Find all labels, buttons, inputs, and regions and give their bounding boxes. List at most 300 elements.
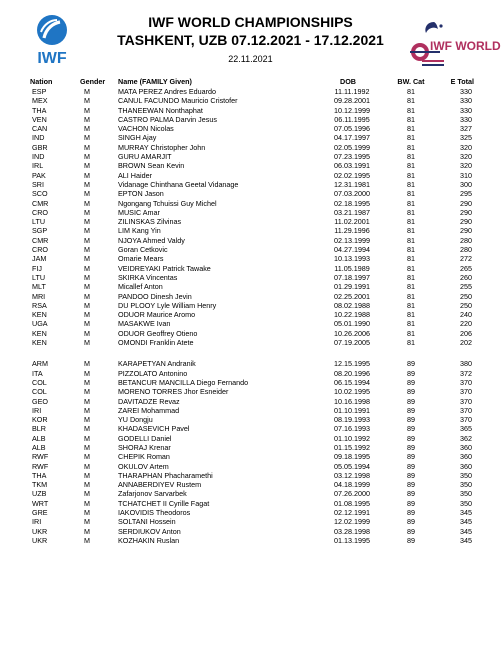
table-row (22, 199, 478, 208)
athlete-name-cell: Omarie Mears (118, 254, 164, 264)
bw-cat-cell: 81 (407, 105, 415, 115)
nation-cell: SRI (32, 179, 44, 189)
dob-cell: 01.10.1992 (334, 433, 370, 443)
table-row (22, 180, 478, 189)
table-row (22, 217, 478, 226)
bw-cat-cell: 81 (407, 124, 415, 134)
athlete-name-cell: Micallef Anton (118, 282, 163, 292)
gender-cell: M (84, 517, 90, 527)
nation-cell: RWF (32, 461, 49, 471)
bw-cat-cell: 81 (407, 282, 415, 292)
table-row (22, 471, 478, 480)
table-header-row (22, 76, 478, 87)
table-row (22, 415, 478, 424)
athlete-name-cell: ZAREI Mohammad (118, 405, 180, 415)
gender-cell: M (84, 300, 90, 310)
table-row (22, 208, 478, 217)
e-total-cell: 280 (460, 235, 472, 245)
column-header-e-total: E Total (450, 77, 474, 86)
nation-cell: BLR (32, 424, 46, 434)
bw-cat-cell: 81 (407, 300, 415, 310)
e-total-cell: 350 (460, 489, 472, 499)
e-total-cell: 330 (460, 96, 472, 106)
gender-cell: M (84, 272, 90, 282)
table-row (22, 133, 478, 142)
bw-cat-cell: 81 (407, 179, 415, 189)
nation-cell: WRT (32, 498, 49, 508)
table-row (22, 143, 478, 152)
table-row (22, 452, 478, 461)
dob-cell: 07.19.2005 (334, 338, 370, 348)
table-row (22, 264, 478, 273)
e-total-cell: 362 (460, 433, 472, 443)
bw-cat-cell: 81 (407, 114, 415, 124)
nation-cell: CMR (32, 235, 49, 245)
athlete-name-cell: ZILINSKAS Zilvinas (118, 217, 182, 227)
e-total-cell: 370 (460, 405, 472, 415)
table-row (22, 236, 478, 245)
nation-cell: ALB (32, 442, 46, 452)
gender-cell: M (84, 328, 90, 338)
e-total-cell: 345 (460, 517, 472, 527)
nation-cell: CMR (32, 198, 49, 208)
e-total-cell: 250 (460, 291, 472, 301)
e-total-cell: 260 (460, 272, 472, 282)
e-total-cell: 380 (460, 359, 472, 369)
athlete-name-cell: MURRAY Christopher John (118, 142, 206, 152)
column-header-bw-cat: BW. Cat (397, 77, 425, 86)
dob-cell: 12.31.1981 (334, 179, 370, 189)
athlete-name-cell: OKULOV Artem (118, 461, 169, 471)
dob-cell: 09.28.2001 (334, 96, 370, 106)
table-row (22, 226, 478, 235)
bw-cat-cell: 81 (407, 245, 415, 255)
table-row (22, 96, 478, 105)
nation-cell: IRL (32, 161, 44, 171)
athlete-name-cell: KARAPETYAN Andranik (118, 359, 196, 369)
dob-cell: 12.02.1999 (334, 517, 370, 527)
athlete-name-cell: NJOYA Ahmed Valdy (118, 235, 185, 245)
e-total-cell: 345 (460, 508, 472, 518)
gender-cell: M (84, 489, 90, 499)
gender-cell: M (84, 161, 90, 171)
gender-cell: M (84, 179, 90, 189)
gender-cell: M (84, 235, 90, 245)
bw-cat-cell: 89 (407, 470, 415, 480)
gender-cell: M (84, 142, 90, 152)
bw-cat-cell: 81 (407, 263, 415, 273)
table-body (22, 87, 478, 545)
nation-cell: IND (32, 133, 45, 143)
table-row (22, 292, 478, 301)
column-header-nation: Nation (30, 77, 53, 86)
nation-cell: PAK (32, 170, 46, 180)
dob-cell: 06.03.1991 (334, 161, 370, 171)
e-total-cell: 320 (460, 142, 472, 152)
nation-cell: COL (32, 387, 47, 397)
bw-cat-cell: 81 (407, 272, 415, 282)
athlete-name-cell: LIM Kang Yin (118, 226, 161, 236)
dob-cell: 07.03.2000 (334, 189, 370, 199)
gender-cell: M (84, 226, 90, 236)
nation-cell: TKM (32, 480, 48, 490)
dob-cell: 10.02.1995 (334, 387, 370, 397)
athlete-name-cell: MORENO TORRES Jhor Esneider (118, 387, 229, 397)
athlete-name-cell: VACHON Nicolas (118, 124, 174, 134)
nation-cell: COL (32, 377, 47, 387)
e-total-cell: 220 (460, 319, 472, 329)
dob-cell: 06.11.1995 (334, 114, 370, 124)
bw-cat-cell: 89 (407, 498, 415, 508)
gender-cell: M (84, 282, 90, 292)
bw-cat-cell: 81 (407, 161, 415, 171)
gender-cell: M (84, 207, 90, 217)
athlete-name-cell: CANUL FACUNDO Mauricio Cristofer (118, 96, 238, 106)
dob-cell: 04.17.1997 (334, 133, 370, 143)
e-total-cell: 345 (460, 526, 472, 536)
gender-cell: M (84, 535, 90, 545)
nation-cell: CAN (32, 124, 48, 134)
table-row (22, 424, 478, 433)
dob-cell: 07.23.1995 (334, 152, 370, 162)
e-total-cell: 327 (460, 124, 472, 134)
table-row (22, 406, 478, 415)
dob-cell: 08.20.1996 (334, 368, 370, 378)
athlete-name-cell: GURU AMARJIT (118, 152, 172, 162)
nation-cell: KEN (32, 338, 47, 348)
e-total-cell: 350 (460, 498, 472, 508)
e-total-cell: 330 (460, 105, 472, 115)
nation-cell: RWF (32, 452, 49, 462)
e-total-cell: 202 (460, 338, 472, 348)
dob-cell: 02.02.1995 (334, 170, 370, 180)
group-separator (22, 347, 478, 359)
table-row (22, 499, 478, 508)
gender-cell: M (84, 124, 90, 134)
athlete-name-cell: GODELLI Daniel (118, 433, 172, 443)
gender-cell: M (84, 452, 90, 462)
athlete-name-cell: MUSIC Amar (118, 207, 160, 217)
athlete-name-cell: IAKOVIDIS Theodoros (118, 508, 191, 518)
gender-cell: M (84, 461, 90, 471)
table-row (22, 338, 478, 347)
gender-cell: M (84, 433, 90, 443)
table-row (22, 489, 478, 498)
e-total-cell: 330 (460, 114, 472, 124)
dob-cell: 02.05.1999 (334, 142, 370, 152)
dob-cell: 11.11.1992 (334, 87, 370, 96)
e-total-cell: 350 (460, 480, 472, 490)
gender-cell: M (84, 217, 90, 227)
athlete-name-cell: BROWN Sean Kevin (118, 161, 185, 171)
table-row (22, 536, 478, 545)
gender-cell: M (84, 498, 90, 508)
athlete-name-cell: ODUOR Geoffrey Otieno (118, 328, 198, 338)
e-total-cell: 310 (460, 170, 472, 180)
e-total-cell: 320 (460, 152, 472, 162)
column-header-gender: Gender (80, 77, 106, 86)
athlete-name-cell: Ngongang Tchuissi Guy Michel (118, 198, 217, 208)
e-total-cell: 345 (460, 535, 472, 545)
athlete-name-cell: THANEEWAN Nonthaphat (118, 105, 203, 115)
e-total-cell: 295 (460, 189, 472, 199)
athlete-name-cell: SKIRKA Vincentas (118, 272, 178, 282)
column-header-dob: DOB (340, 77, 356, 86)
athlete-name-cell: EPTON Jason (118, 189, 164, 199)
e-total-cell: 290 (460, 217, 472, 227)
gender-cell: M (84, 263, 90, 273)
document-date: 22.11.2021 (228, 54, 273, 64)
e-total-cell: 320 (460, 161, 472, 171)
table-row (22, 462, 478, 471)
e-total-cell: 206 (460, 328, 472, 338)
bw-cat-cell: 81 (407, 170, 415, 180)
nation-cell: THA (32, 470, 47, 480)
nation-cell: RSA (32, 300, 47, 310)
championship-logo-text: IWF WORLD (430, 39, 501, 53)
nation-cell: GEO (32, 396, 48, 406)
table-row (22, 508, 478, 517)
bw-cat-cell: 81 (407, 254, 415, 264)
athlete-name-cell: ODUOR Maurice Aromo (118, 310, 196, 320)
athlete-name-cell: SOLTANI Hossein (118, 517, 176, 527)
gender-cell: M (84, 319, 90, 329)
athlete-name-cell: CASTRO PALMA Darvin Jesus (118, 114, 217, 124)
table-row (22, 161, 478, 170)
dob-cell: 09.18.1995 (334, 452, 370, 462)
athlete-name-cell: SHORAJ Krenar (118, 442, 171, 452)
nation-cell: THA (32, 105, 47, 115)
table-row (22, 124, 478, 133)
gender-cell: M (84, 424, 90, 434)
table-row (22, 378, 478, 387)
nation-cell: MLT (32, 282, 46, 292)
table-row (22, 282, 478, 291)
table-row (22, 273, 478, 282)
e-total-cell: 240 (460, 310, 472, 320)
table-row (22, 254, 478, 263)
nation-cell: UKR (32, 535, 48, 545)
gender-cell: M (84, 170, 90, 180)
gender-cell: M (84, 442, 90, 452)
nation-cell: LTU (32, 272, 46, 282)
e-total-cell: 360 (460, 442, 472, 452)
bw-cat-cell: 81 (407, 291, 415, 301)
dob-cell: 05.01.1990 (334, 319, 370, 329)
table-row (22, 171, 478, 180)
dob-cell: 06.15.1994 (334, 377, 370, 387)
dob-cell: 03.12.1998 (334, 470, 370, 480)
athlete-name-cell: KHADASEVICH Pavel (118, 424, 190, 434)
dob-cell: 11.29.1996 (334, 226, 370, 236)
nation-cell: IRI (32, 405, 42, 415)
gender-cell: M (84, 368, 90, 378)
nation-cell: KOR (32, 415, 48, 425)
dob-cell: 10.26.2006 (334, 328, 370, 338)
table-row (22, 434, 478, 443)
gender-cell: M (84, 480, 90, 490)
gender-cell: M (84, 387, 90, 397)
athlete-name-cell: OMONDI Franklin Atete (118, 338, 194, 348)
e-total-cell: 290 (460, 198, 472, 208)
nation-cell: GBR (32, 142, 48, 152)
nation-cell: UKR (32, 526, 48, 536)
athlete-name-cell: PIZZOLATO Antonino (118, 368, 188, 378)
nation-cell: SCO (32, 189, 48, 199)
e-total-cell: 325 (460, 133, 472, 143)
gender-cell: M (84, 133, 90, 143)
gender-cell: M (84, 405, 90, 415)
table-row (22, 301, 478, 310)
dob-cell: 11.02.2001 (334, 217, 370, 227)
bw-cat-cell: 89 (407, 480, 415, 490)
dob-cell: 07.16.1993 (334, 424, 370, 434)
bw-cat-cell: 81 (407, 152, 415, 162)
bw-cat-cell: 89 (407, 461, 415, 471)
gender-cell: M (84, 254, 90, 264)
bw-cat-cell: 89 (407, 526, 415, 536)
gender-cell: M (84, 114, 90, 124)
gender-cell: M (84, 87, 90, 96)
dob-cell: 01.10.1991 (334, 405, 370, 415)
table-row (22, 329, 478, 338)
dob-cell: 02.18.1995 (334, 198, 370, 208)
table-row (22, 245, 478, 254)
dob-cell: 10.12.1999 (334, 105, 370, 115)
gender-cell: M (84, 415, 90, 425)
nation-cell: CRO (32, 207, 48, 217)
table-row (22, 189, 478, 198)
bw-cat-cell: 89 (407, 377, 415, 387)
bw-cat-cell: 81 (407, 133, 415, 143)
e-total-cell: 250 (460, 300, 472, 310)
dob-cell: 01.15.1992 (334, 442, 370, 452)
bw-cat-cell: 89 (407, 405, 415, 415)
gender-cell: M (84, 377, 90, 387)
table-row (22, 369, 478, 378)
bw-cat-cell: 81 (407, 338, 415, 348)
nation-cell: KEN (32, 328, 47, 338)
dob-cell: 01.13.1995 (334, 535, 370, 545)
bw-cat-cell: 81 (407, 96, 415, 106)
athlete-name-cell: MASAKWE Ivan (118, 319, 171, 329)
table-row (22, 115, 478, 124)
athlete-name-cell: VEIDREYAKI Patrick Tawake (118, 263, 211, 273)
iwf-logo-text: IWF (37, 50, 67, 67)
dob-cell: 10.22.1988 (334, 310, 370, 320)
bw-cat-cell: 89 (407, 489, 415, 499)
nation-cell: VEN (32, 114, 47, 124)
bw-cat-cell: 89 (407, 424, 415, 434)
e-total-cell: 255 (460, 282, 472, 292)
gender-cell: M (84, 526, 90, 536)
bw-cat-cell: 89 (407, 415, 415, 425)
gender-cell: M (84, 198, 90, 208)
e-total-cell: 300 (460, 179, 472, 189)
bw-cat-cell: 89 (407, 508, 415, 518)
athlete-name-cell: PANDOO Dinesh Jevin (118, 291, 192, 301)
athlete-name-cell: DU PLOOY Lyle William Henry (118, 300, 217, 310)
bw-cat-cell: 89 (407, 442, 415, 452)
e-total-cell: 290 (460, 226, 472, 236)
table-row (22, 87, 478, 96)
bw-cat-cell: 89 (407, 433, 415, 443)
dob-cell: 12.15.1995 (334, 359, 370, 369)
athlete-name-cell: CHEPIK Roman (118, 452, 170, 462)
championship-location-dates: TASHKENT, UZB 07.12.2021 - 17.12.2021 (117, 32, 384, 48)
athlete-name-cell: ALI Haider (118, 170, 152, 180)
e-total-cell: 370 (460, 396, 472, 406)
bw-cat-cell: 81 (407, 226, 415, 236)
nation-cell: ARM (32, 359, 48, 369)
table-row (22, 387, 478, 396)
gender-cell: M (84, 245, 90, 255)
bw-cat-cell: 81 (407, 87, 415, 96)
dob-cell: 08.19.1993 (334, 415, 370, 425)
e-total-cell: 370 (460, 415, 472, 425)
table-row (22, 359, 478, 368)
athlete-name-cell: DAVITADZE Revaz (118, 396, 180, 406)
dob-cell: 10.16.1998 (334, 396, 370, 406)
nation-cell: ESP (32, 87, 47, 96)
bw-cat-cell: 89 (407, 517, 415, 527)
e-total-cell: 272 (460, 254, 472, 264)
bw-cat-cell: 81 (407, 189, 415, 199)
e-total-cell: 330 (460, 87, 472, 96)
bw-cat-cell: 89 (407, 452, 415, 462)
bw-cat-cell: 81 (407, 198, 415, 208)
athlete-name-cell: THARAPHAN Phacharamethi (118, 470, 213, 480)
dob-cell: 08.02.1988 (334, 300, 370, 310)
gender-cell: M (84, 310, 90, 320)
gender-cell: M (84, 470, 90, 480)
nation-cell: IRI (32, 517, 42, 527)
gender-cell: M (84, 152, 90, 162)
dob-cell: 04.18.1999 (334, 480, 370, 490)
gender-cell: M (84, 96, 90, 106)
nation-cell: IND (32, 152, 45, 162)
athlete-name-cell: KOZHAKIN Ruslan (118, 535, 180, 545)
gender-cell: M (84, 338, 90, 348)
dob-cell: 01.29.1991 (334, 282, 370, 292)
e-total-cell: 265 (460, 263, 472, 273)
bw-cat-cell: 81 (407, 328, 415, 338)
bw-cat-cell: 81 (407, 319, 415, 329)
table-row (22, 443, 478, 452)
nation-cell: ITA (32, 368, 43, 378)
gender-cell: M (84, 189, 90, 199)
e-total-cell: 370 (460, 377, 472, 387)
dob-cell: 11.05.1989 (334, 263, 370, 273)
bw-cat-cell: 81 (407, 142, 415, 152)
nation-cell: FIJ (32, 263, 42, 273)
nation-cell: MRI (32, 291, 46, 301)
athlete-name-cell: SINGH Ajay (118, 133, 157, 143)
dob-cell: 10.13.1993 (334, 254, 370, 264)
table-row (22, 397, 478, 406)
table-row (22, 480, 478, 489)
dob-cell: 01.08.1995 (334, 498, 370, 508)
gender-cell: M (84, 291, 90, 301)
e-total-cell: 360 (460, 461, 472, 471)
e-total-cell: 360 (460, 452, 472, 462)
bw-cat-cell: 89 (407, 535, 415, 545)
e-total-cell: 372 (460, 368, 472, 378)
nation-cell: JAM (32, 254, 47, 264)
dob-cell: 02.25.2001 (334, 291, 370, 301)
dob-cell: 03.21.1987 (334, 207, 370, 217)
athlete-name-cell: BETANCUR MANCILLA Diego Fernando (118, 377, 249, 387)
